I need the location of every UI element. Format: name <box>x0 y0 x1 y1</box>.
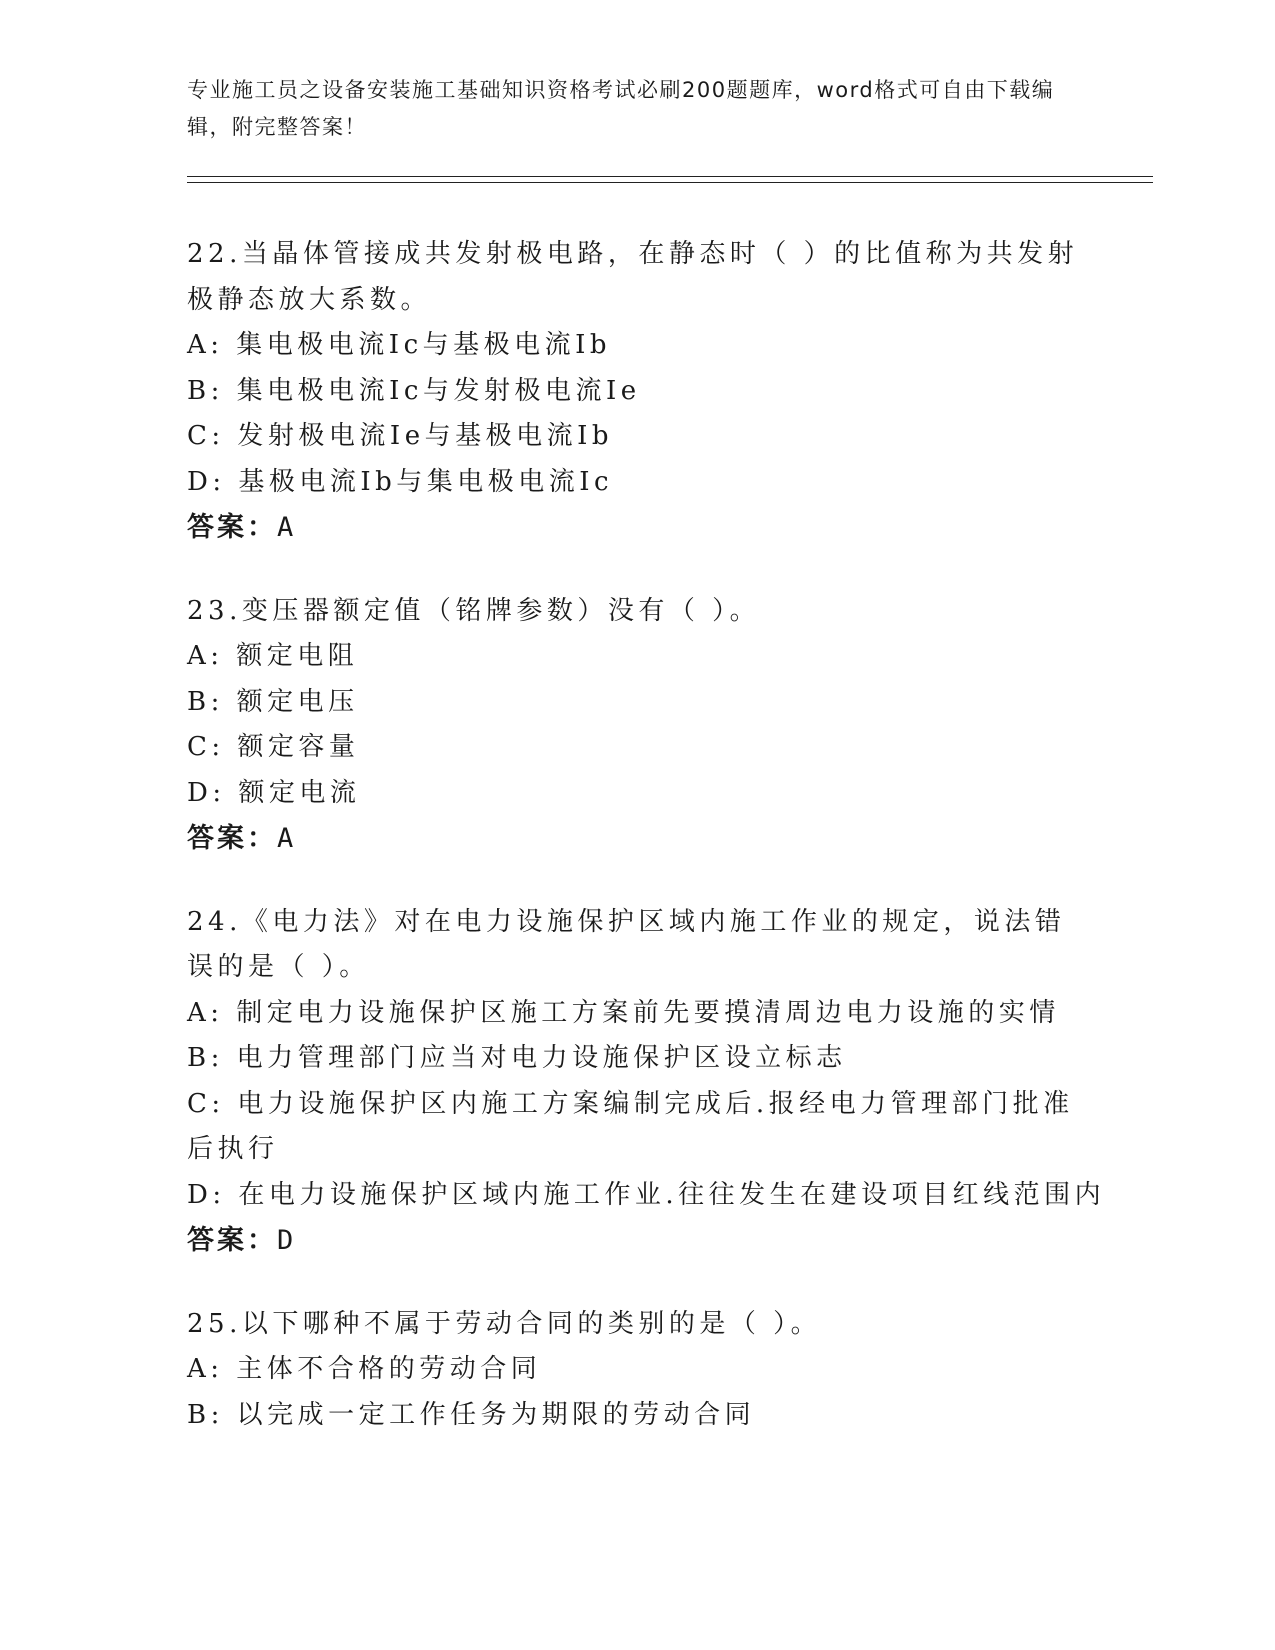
answer <box>187 816 1087 862</box>
answer <box>187 1218 1087 1264</box>
answer-label: 答案： <box>187 823 277 854</box>
option-d: D: 额定电流 <box>187 777 361 808</box>
question-stem: 24.《电力法》对在电力设施保护区域内施工作业的规定，说法错误的是（ ）。 <box>187 906 1066 982</box>
question-stem: 22.当晶体管接成共发射极电路，在静态时（ ）的比值称为共发射极静态放大系数。 <box>187 239 1079 315</box>
option-b: B: 额定电压 <box>187 686 359 717</box>
answer-value: D <box>277 1225 295 1256</box>
option-c: C: 额定容量 <box>187 732 360 762</box>
answer-value: A <box>277 512 295 543</box>
question-stem: 25.以下哪种不属于劳动合同的类别的是（ ）。 <box>187 1308 822 1339</box>
answer-label: 答案： <box>187 1225 277 1256</box>
question-25 <box>187 1302 1087 1439</box>
header-divider-bottom <box>187 182 1153 183</box>
option-b: B: 以完成一定工作任务为期限的劳动合同 <box>187 1399 756 1430</box>
option-a: A: 主体不合格的劳动合同 <box>187 1354 542 1384</box>
option-d: D: 在电力设施保护区域内施工作业.往往发生在建设项目红线范围内 <box>187 1179 1106 1210</box>
answer <box>187 505 1087 551</box>
option-c: C: 电力设施保护区内施工方案编制完成后.报经电力管理部门批准后执行 <box>187 1088 1074 1164</box>
header-divider-top <box>187 176 1153 177</box>
option-b: B: 集电极电流Ic与发射极电流Ie <box>187 375 641 406</box>
question-list <box>187 232 1106 1476</box>
option-a: A: 额定电阻 <box>187 641 359 671</box>
answer-value: A <box>277 823 295 854</box>
option-d: D: 基极电流Ib与集电极电流Ic <box>187 466 614 497</box>
question-22 <box>187 232 1087 551</box>
question-stem: 23.变压器额定值（铭牌参数）没有（ ）。 <box>187 595 761 626</box>
question-23 <box>187 589 1087 862</box>
answer-label: 答案： <box>187 512 277 543</box>
question-24 <box>187 900 1106 1264</box>
option-c: C: 发射极电流Ie与基极电流Ib <box>187 421 613 451</box>
option-b: B: 电力管理部门应当对电力设施保护区设立标志 <box>187 1043 847 1073</box>
option-a: A: 制定电力设施保护区施工方案前先要摸清周边电力设施的实情 <box>187 997 1060 1028</box>
document-header <box>187 72 1067 146</box>
option-a: A: 集电极电流Ic与基极电流Ib <box>187 330 612 360</box>
header-text: 专业施工员之设备安装施工基础知识资格考试必刷200题题库，word格式可自由下载编辑，附完整答案！ <box>187 78 1055 139</box>
